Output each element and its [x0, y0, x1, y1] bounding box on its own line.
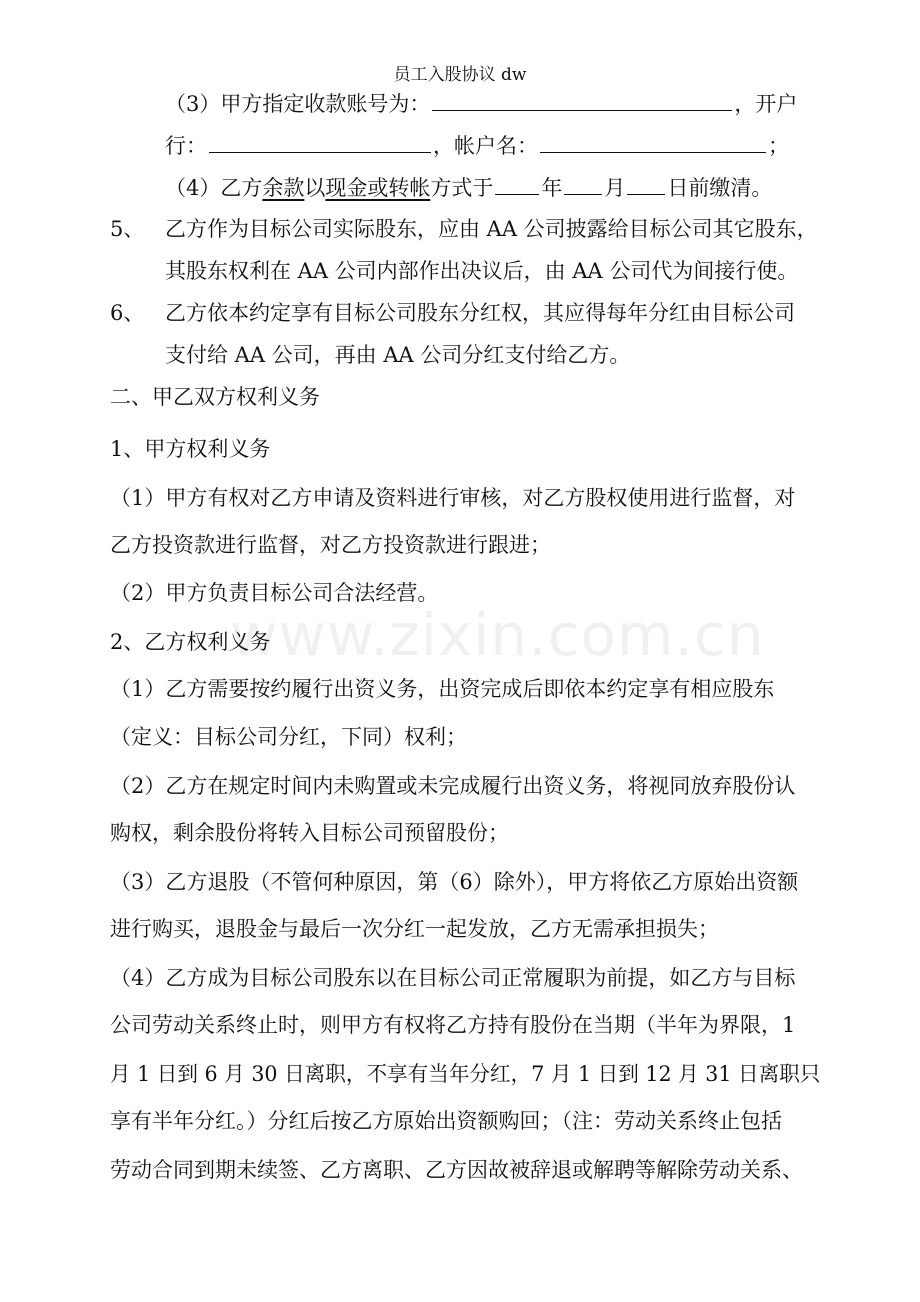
clause5-line1: 乙方作为目标公司实际股东，应由 AA 公司披露给目标公司其它股东， — [165, 217, 818, 241]
partyB-item3-line2: 进行购买，退股金与最后一次分红一起发放，乙方无需承担损失； — [110, 917, 719, 941]
partyA-heading: 1、甲方权利义务 — [110, 437, 271, 461]
partyB-item4-line1: （4）乙方成为目标公司股东以在目标公司正常履职为前提，如乙方与目标 — [110, 966, 796, 990]
item4-text-2: 以 — [304, 176, 326, 200]
partyA-item2: （2）甲方负责目标公司合法经营。 — [110, 581, 439, 605]
partyA-item1-line1: （1）甲方有权对乙方申请及资料进行审核，对乙方股权使用进行监督，对 — [110, 486, 796, 510]
item3-label: （3）甲方指定收款账号为： — [165, 92, 431, 116]
partyB-item1-line1: （1）乙方需要按约履行出资义务，出资完成后即依本约定享有相应股东 — [110, 677, 775, 701]
clause5-line2: 其股东权利在 AA 公司内部作出决议后，由 AA 公司代为间接行使。 — [165, 259, 799, 283]
clause6-line2: 支付给 AA 公司，再由 AA 公司分红支付给乙方。 — [165, 343, 631, 367]
item4-month: 月 — [604, 176, 626, 200]
bank-blank — [209, 130, 431, 153]
item4-underlined-balance: 余款 — [262, 176, 305, 200]
partyB-item4-line5: 劳动合同到期未续签、乙方离职、乙方因故被辞退或解聘等解除劳动关系、 — [110, 1158, 803, 1182]
partyA-item1-line2: 乙方投资款进行监督，对乙方投资款进行跟进； — [110, 533, 551, 557]
partyB-item4-line2: 公司劳动关系终止时，则甲方有权将乙方持有股份在当期（半年为界限，1 — [110, 1013, 796, 1037]
partyB-item1-line2: （定义：目标公司分红，下同）权利； — [110, 725, 467, 749]
watermark: www.zixin.com.cn — [230, 601, 765, 669]
partyB-item3-line1: （3）乙方退股（不管何种原因，第（6）除外），甲方将依乙方原始出资额 — [110, 870, 799, 894]
account-name-blank — [540, 130, 766, 153]
page-header: 员工入股协议 dw — [393, 65, 527, 85]
partyB-item4-line4: 享有半年分红。）分红后按乙方原始出资额购回；（注：劳动关系终止包括 — [110, 1109, 782, 1133]
account-number-blank — [432, 88, 732, 111]
section2-heading: 二、甲乙双方权利义务 — [110, 385, 320, 409]
clause6-line1: 乙方依本约定享有目标公司股东分红权，其应得每年分红由目标公司 — [165, 301, 795, 325]
partyB-item4-line3: 月 1 日到 6 月 30 日离职，不享有当年分红，7 月 1 日到 12 月 31 日离职只 — [110, 1062, 821, 1086]
item3-account-name-label: ，帐户名： — [433, 134, 538, 158]
clause5-number: 5、 — [110, 217, 145, 241]
item4-text-1: （4）乙方 — [165, 176, 263, 200]
month-blank — [564, 172, 602, 195]
item3-end: ； — [768, 134, 789, 158]
partyB-heading: 2、乙方权利义务 — [110, 630, 271, 654]
item4-text-3: 方式于 — [430, 176, 494, 200]
year-blank — [495, 172, 539, 195]
item4-year: 年 — [541, 176, 563, 200]
item3-line1 — [165, 88, 797, 119]
item4-day: 日前缴清。 — [667, 176, 773, 200]
day-blank — [627, 172, 665, 195]
clause6-number: 6、 — [110, 301, 145, 325]
partyB-item2-line2: 购权，剩余股份将转入目标公司预留股份； — [110, 821, 509, 845]
item3-open-label: ，开户 — [734, 92, 798, 116]
partyB-item2-line1: （2）乙方在规定时间内未购置或未完成履行出资义务，将视同放弃股份认 — [110, 774, 796, 798]
item3-line2 — [165, 130, 789, 161]
item4-line — [165, 172, 772, 203]
item3-bank-label: 行： — [165, 134, 207, 158]
item4-underlined-method: 现金或转帐 — [325, 176, 431, 200]
